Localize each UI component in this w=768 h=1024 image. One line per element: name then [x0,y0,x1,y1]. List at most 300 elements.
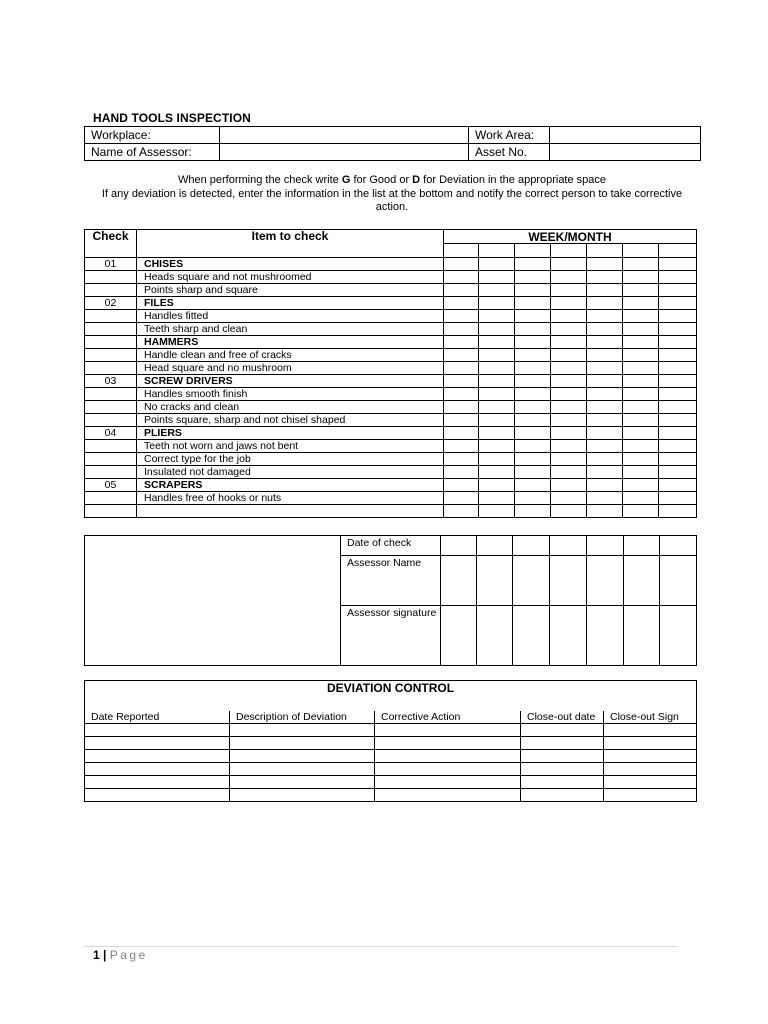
check-result-cell[interactable] [479,297,515,310]
deviation-entry-cell[interactable] [230,789,375,802]
check-result-cell[interactable] [623,453,659,466]
date-cell[interactable] [550,536,587,556]
check-result-cell[interactable] [551,336,587,349]
date-cell[interactable] [477,536,513,556]
check-number [85,453,137,466]
tool-category: FILES [137,297,444,310]
check-result-cell[interactable] [444,479,479,492]
deviation-entry-cell[interactable] [604,724,697,737]
check-result-cell[interactable] [587,349,623,362]
deviation-entry-cell[interactable] [230,724,375,737]
signature-cell[interactable] [513,606,550,666]
check-item: Handles smooth finish [137,388,444,401]
deviation-entry-cell[interactable] [521,737,604,750]
week-column [479,244,515,258]
check-row [85,466,697,479]
check-result-cell[interactable] [587,323,623,336]
deviation-row [85,750,697,763]
check-result-cell[interactable] [551,284,587,297]
week-column [623,244,659,258]
check-result-cell[interactable] [587,310,623,323]
check-result-cell[interactable] [444,492,479,505]
deviation-entry-cell[interactable] [604,763,697,776]
assessor-field[interactable] [220,144,469,161]
check-result-cell[interactable] [659,466,697,479]
check-row [85,492,697,505]
check-result-cell[interactable] [623,297,659,310]
instruction-line-1 [84,174,700,187]
check-row [85,427,697,440]
check-result-cell[interactable] [479,271,515,284]
instruction-line-3: action. [375,201,409,213]
check-result-cell[interactable] [515,401,551,414]
tool-category: HAMMERS [137,336,444,349]
workplace-field[interactable] [220,127,469,144]
assessor-name-cell[interactable] [513,556,550,606]
check-row [85,388,697,401]
deviation-column-header: Date Reported [85,711,230,724]
check-result-cell[interactable] [444,297,479,310]
assessor-name-label: Assessor Name [341,556,441,606]
check-result-cell[interactable] [444,388,479,401]
check-result-cell[interactable] [551,271,587,284]
deviation-entry-cell[interactable] [375,737,521,750]
check-item: Teeth sharp and clean [137,323,444,336]
check-row [85,505,697,518]
instruction-text: When performing the check write [177,174,342,186]
check-result-cell[interactable] [444,440,479,453]
deviation-column-header: Close-out date [521,711,604,724]
check-result-cell[interactable] [659,310,697,323]
check-result-cell[interactable] [587,297,623,310]
check-result-cell[interactable] [551,362,587,375]
page-separator: | [103,948,107,962]
check-result-cell[interactable] [444,375,479,388]
signature-cell[interactable] [441,606,477,666]
deviation-row [85,789,697,802]
page-title: HAND TOOLS INSPECTION [93,111,251,125]
check-result-cell[interactable] [515,349,551,362]
check-item: Points sharp and square [137,284,444,297]
check-result-cell[interactable] [587,336,623,349]
deviation-entry-cell[interactable] [85,724,230,737]
deviation-entry-cell[interactable] [521,724,604,737]
check-result-cell[interactable] [587,375,623,388]
check-row [85,453,697,466]
check-result-cell[interactable] [479,440,515,453]
deviation-entry-cell[interactable] [521,750,604,763]
check-result-cell[interactable] [587,388,623,401]
tool-category: SCREW DRIVERS [137,375,444,388]
check-result-cell[interactable] [515,388,551,401]
check-result-cell[interactable] [623,388,659,401]
header-table [84,126,701,161]
tool-category: SCRAPERS [137,479,444,492]
assessor-signature-label: Assessor signature [341,606,441,666]
check-result-cell[interactable] [551,375,587,388]
check-number: 05 [85,479,137,492]
check-result-cell[interactable] [444,427,479,440]
check-result-cell[interactable] [587,466,623,479]
check-item: Insulated not damaged [137,466,444,479]
deviation-entry-cell[interactable] [604,789,697,802]
check-result-cell[interactable] [551,401,587,414]
check-result-cell[interactable] [444,466,479,479]
check-result-cell[interactable] [515,284,551,297]
check-result-cell[interactable] [551,453,587,466]
check-result-cell[interactable] [587,479,623,492]
week-column [587,244,623,258]
check-result-cell[interactable] [444,401,479,414]
deviation-entry-cell[interactable] [604,750,697,763]
check-result-cell[interactable] [659,414,697,427]
check-number: 04 [85,427,137,440]
check-result-cell[interactable] [623,466,659,479]
check-result-cell[interactable] [551,297,587,310]
check-column-header: Check [85,230,137,258]
assessor-name-cell[interactable] [624,556,660,606]
check-result-cell[interactable] [479,427,515,440]
deviation-entry-cell[interactable] [375,750,521,763]
deviation-entry-cell[interactable] [375,776,521,789]
check-number [85,284,137,297]
assessor-name-cell[interactable] [550,556,587,606]
check-result-cell[interactable] [623,271,659,284]
check-result-cell[interactable] [479,505,515,518]
deviation-column-header: Description of Deviation [230,711,375,724]
date-cell[interactable] [513,536,550,556]
check-result-cell[interactable] [479,466,515,479]
check-row [85,375,697,388]
check-item: Teeth not worn and jaws not bent [137,440,444,453]
check-result-cell[interactable] [623,284,659,297]
deviation-entry-cell[interactable] [604,737,697,750]
check-result-cell[interactable] [479,362,515,375]
check-result-cell[interactable] [515,427,551,440]
check-result-cell[interactable] [551,388,587,401]
page-number: 1 [93,948,100,962]
deviation-entry-cell[interactable] [604,776,697,789]
check-result-cell[interactable] [479,492,515,505]
date-cell[interactable] [624,536,660,556]
check-result-cell[interactable] [515,505,551,518]
sign-off-table [84,535,697,666]
check-result-cell[interactable] [479,310,515,323]
deviation-entry-cell[interactable] [230,737,375,750]
tool-category: PLIERS [137,427,444,440]
check-result-cell[interactable] [515,258,551,271]
footer-divider [84,946,678,947]
check-result-cell[interactable] [659,375,697,388]
check-result-cell[interactable] [515,310,551,323]
check-number [85,492,137,505]
check-result-cell[interactable] [623,349,659,362]
check-result-cell[interactable] [659,297,697,310]
check-result-cell[interactable] [515,479,551,492]
check-result-cell[interactable] [551,492,587,505]
instruction-text: for Good or [350,174,413,186]
assessor-name-cell[interactable] [660,556,697,606]
check-result-cell[interactable] [479,258,515,271]
deviation-column-header: Close-out Sign [604,711,697,724]
deviation-entry-cell[interactable] [521,789,604,802]
check-result-cell[interactable] [551,414,587,427]
check-number [85,505,137,518]
check-result-cell[interactable] [515,414,551,427]
check-row [85,362,697,375]
asset-field[interactable] [550,144,701,161]
check-result-cell[interactable] [659,388,697,401]
check-result-cell[interactable] [515,453,551,466]
check-result-cell[interactable] [587,271,623,284]
item-column-header: Item to check [137,230,444,258]
check-result-cell[interactable] [551,349,587,362]
check-result-cell[interactable] [515,323,551,336]
check-result-cell[interactable] [444,336,479,349]
check-result-cell[interactable] [479,349,515,362]
check-result-cell[interactable] [551,479,587,492]
check-result-cell[interactable] [659,284,697,297]
page-word: Page [109,948,148,962]
check-result-cell[interactable] [587,505,623,518]
check-result-cell[interactable] [551,258,587,271]
check-result-cell[interactable] [551,323,587,336]
check-item: No cracks and clean [137,401,444,414]
check-result-cell[interactable] [479,414,515,427]
check-item [137,505,444,518]
check-result-cell[interactable] [515,466,551,479]
check-number [85,271,137,284]
check-row [85,258,697,271]
assessor-name-cell[interactable] [477,556,513,606]
check-item: Head square and no mushroom [137,362,444,375]
check-result-cell[interactable] [479,388,515,401]
page-footer [93,948,148,962]
week-column [659,244,697,258]
deviation-entry-cell[interactable] [375,789,521,802]
check-result-cell[interactable] [587,440,623,453]
instruction-line-2: If any deviation is detected, enter the information in the list at the bottom and notify the correct person to take corrective [101,188,683,200]
work-area-label: Work Area: [469,127,550,144]
signature-cell[interactable] [477,606,513,666]
check-table [84,229,697,518]
check-result-cell[interactable] [479,336,515,349]
work-area-field[interactable] [550,127,701,144]
check-result-cell[interactable] [623,440,659,453]
check-result-cell[interactable] [479,479,515,492]
date-of-check-label: Date of check [341,536,441,556]
deviation-column-header: Corrective Action [375,711,521,724]
check-result-cell[interactable] [659,453,697,466]
check-result-cell[interactable] [444,258,479,271]
check-result-cell[interactable] [551,505,587,518]
check-result-cell[interactable] [659,479,697,492]
date-cell[interactable] [441,536,477,556]
check-result-cell[interactable] [659,258,697,271]
deviation-entry-cell[interactable] [375,724,521,737]
deviation-code: D [412,174,421,186]
check-result-cell[interactable] [479,401,515,414]
check-result-cell[interactable] [659,323,697,336]
date-cell[interactable] [587,536,624,556]
check-result-cell[interactable] [515,336,551,349]
week-month-header: WEEK/MONTH [444,230,697,244]
check-result-cell[interactable] [587,414,623,427]
week-column [551,244,587,258]
check-result-cell[interactable] [444,505,479,518]
check-row [85,271,697,284]
check-row [85,401,697,414]
deviation-entry-cell[interactable] [521,776,604,789]
check-result-cell[interactable] [587,401,623,414]
check-row [85,479,697,492]
check-result-cell[interactable] [659,401,697,414]
deviation-control-title: DEVIATION CONTROL [85,681,697,712]
check-result-cell[interactable] [659,505,697,518]
asset-label: Asset No. [469,144,550,161]
check-number [85,336,137,349]
check-number [85,349,137,362]
check-result-cell[interactable] [444,310,479,323]
check-number [85,440,137,453]
check-item: Handles fitted [137,310,444,323]
deviation-control-table [84,680,697,802]
check-result-cell[interactable] [479,375,515,388]
check-number [85,466,137,479]
check-row [85,284,697,297]
deviation-entry-cell[interactable] [521,763,604,776]
check-result-cell[interactable] [659,336,697,349]
check-result-cell[interactable] [659,427,697,440]
check-row [85,297,697,310]
deviation-row [85,724,697,737]
signature-cell[interactable] [660,606,697,666]
check-number [85,362,137,375]
check-result-cell[interactable] [623,492,659,505]
check-result-cell[interactable] [587,258,623,271]
check-number: 03 [85,375,137,388]
workplace-label: Workplace: [85,127,220,144]
check-result-cell[interactable] [587,284,623,297]
check-result-cell[interactable] [659,492,697,505]
week-column [444,244,479,258]
deviation-entry-cell[interactable] [375,763,521,776]
signature-cell[interactable] [587,606,624,666]
check-result-cell[interactable] [444,271,479,284]
assessor-name-cell[interactable] [587,556,624,606]
instruction-text: for Deviation in the appropriate space [420,174,607,186]
deviation-entry-cell[interactable] [85,776,230,789]
check-result-cell[interactable] [587,427,623,440]
check-result-cell[interactable] [551,310,587,323]
check-item: Heads square and not mushroomed [137,271,444,284]
sign-off-notes-area [85,536,341,666]
deviation-entry-cell[interactable] [230,776,375,789]
check-result-cell[interactable] [515,271,551,284]
check-result-cell[interactable] [623,323,659,336]
check-result-cell[interactable] [587,453,623,466]
check-row [85,323,697,336]
date-cell[interactable] [660,536,697,556]
week-column [515,244,551,258]
deviation-entry-cell[interactable] [85,763,230,776]
check-number [85,310,137,323]
check-result-cell[interactable] [515,375,551,388]
check-number [85,414,137,427]
check-row [85,310,697,323]
check-result-cell[interactable] [551,427,587,440]
check-item: Points square, sharp and not chisel shaped [137,414,444,427]
check-result-cell[interactable] [515,492,551,505]
good-code: G [341,174,351,186]
check-result-cell[interactable] [587,492,623,505]
check-result-cell[interactable] [444,349,479,362]
deviation-row [85,776,697,789]
check-result-cell[interactable] [551,466,587,479]
check-number [85,323,137,336]
check-result-cell[interactable] [515,297,551,310]
check-result-cell[interactable] [659,362,697,375]
check-result-cell[interactable] [444,414,479,427]
check-result-cell[interactable] [659,440,697,453]
deviation-entry-cell[interactable] [230,763,375,776]
check-item: Handles free of hooks or nuts [137,492,444,505]
check-result-cell[interactable] [551,440,587,453]
check-result-cell[interactable] [479,323,515,336]
check-row [85,336,697,349]
check-result-cell[interactable] [444,284,479,297]
check-result-cell[interactable] [623,375,659,388]
check-result-cell[interactable] [587,362,623,375]
check-result-cell[interactable] [623,414,659,427]
check-result-cell[interactable] [479,284,515,297]
check-result-cell[interactable] [623,362,659,375]
deviation-row [85,737,697,750]
check-row [85,414,697,427]
check-result-cell[interactable] [623,479,659,492]
check-number [85,401,137,414]
check-result-cell[interactable] [479,453,515,466]
deviation-header-row [85,711,697,724]
check-result-cell[interactable] [623,258,659,271]
check-result-cell[interactable] [623,336,659,349]
check-row [85,440,697,453]
check-result-cell[interactable] [659,271,697,284]
check-item: Handle clean and free of cracks [137,349,444,362]
assessor-name-cell[interactable] [441,556,477,606]
check-result-cell[interactable] [444,362,479,375]
deviation-entry-cell[interactable] [230,750,375,763]
check-result-cell[interactable] [515,440,551,453]
check-result-cell[interactable] [444,453,479,466]
signature-cell[interactable] [624,606,660,666]
deviation-entry-cell[interactable] [85,750,230,763]
check-result-cell[interactable] [623,505,659,518]
check-number [85,388,137,401]
deviation-entry-cell[interactable] [85,789,230,802]
check-result-cell[interactable] [623,427,659,440]
deviation-entry-cell[interactable] [85,737,230,750]
signature-cell[interactable] [550,606,587,666]
check-result-cell[interactable] [659,349,697,362]
check-result-cell[interactable] [623,310,659,323]
check-number: 02 [85,297,137,310]
check-result-cell[interactable] [444,323,479,336]
check-result-cell[interactable] [623,401,659,414]
check-number: 01 [85,258,137,271]
check-result-cell[interactable] [515,362,551,375]
deviation-row [85,763,697,776]
